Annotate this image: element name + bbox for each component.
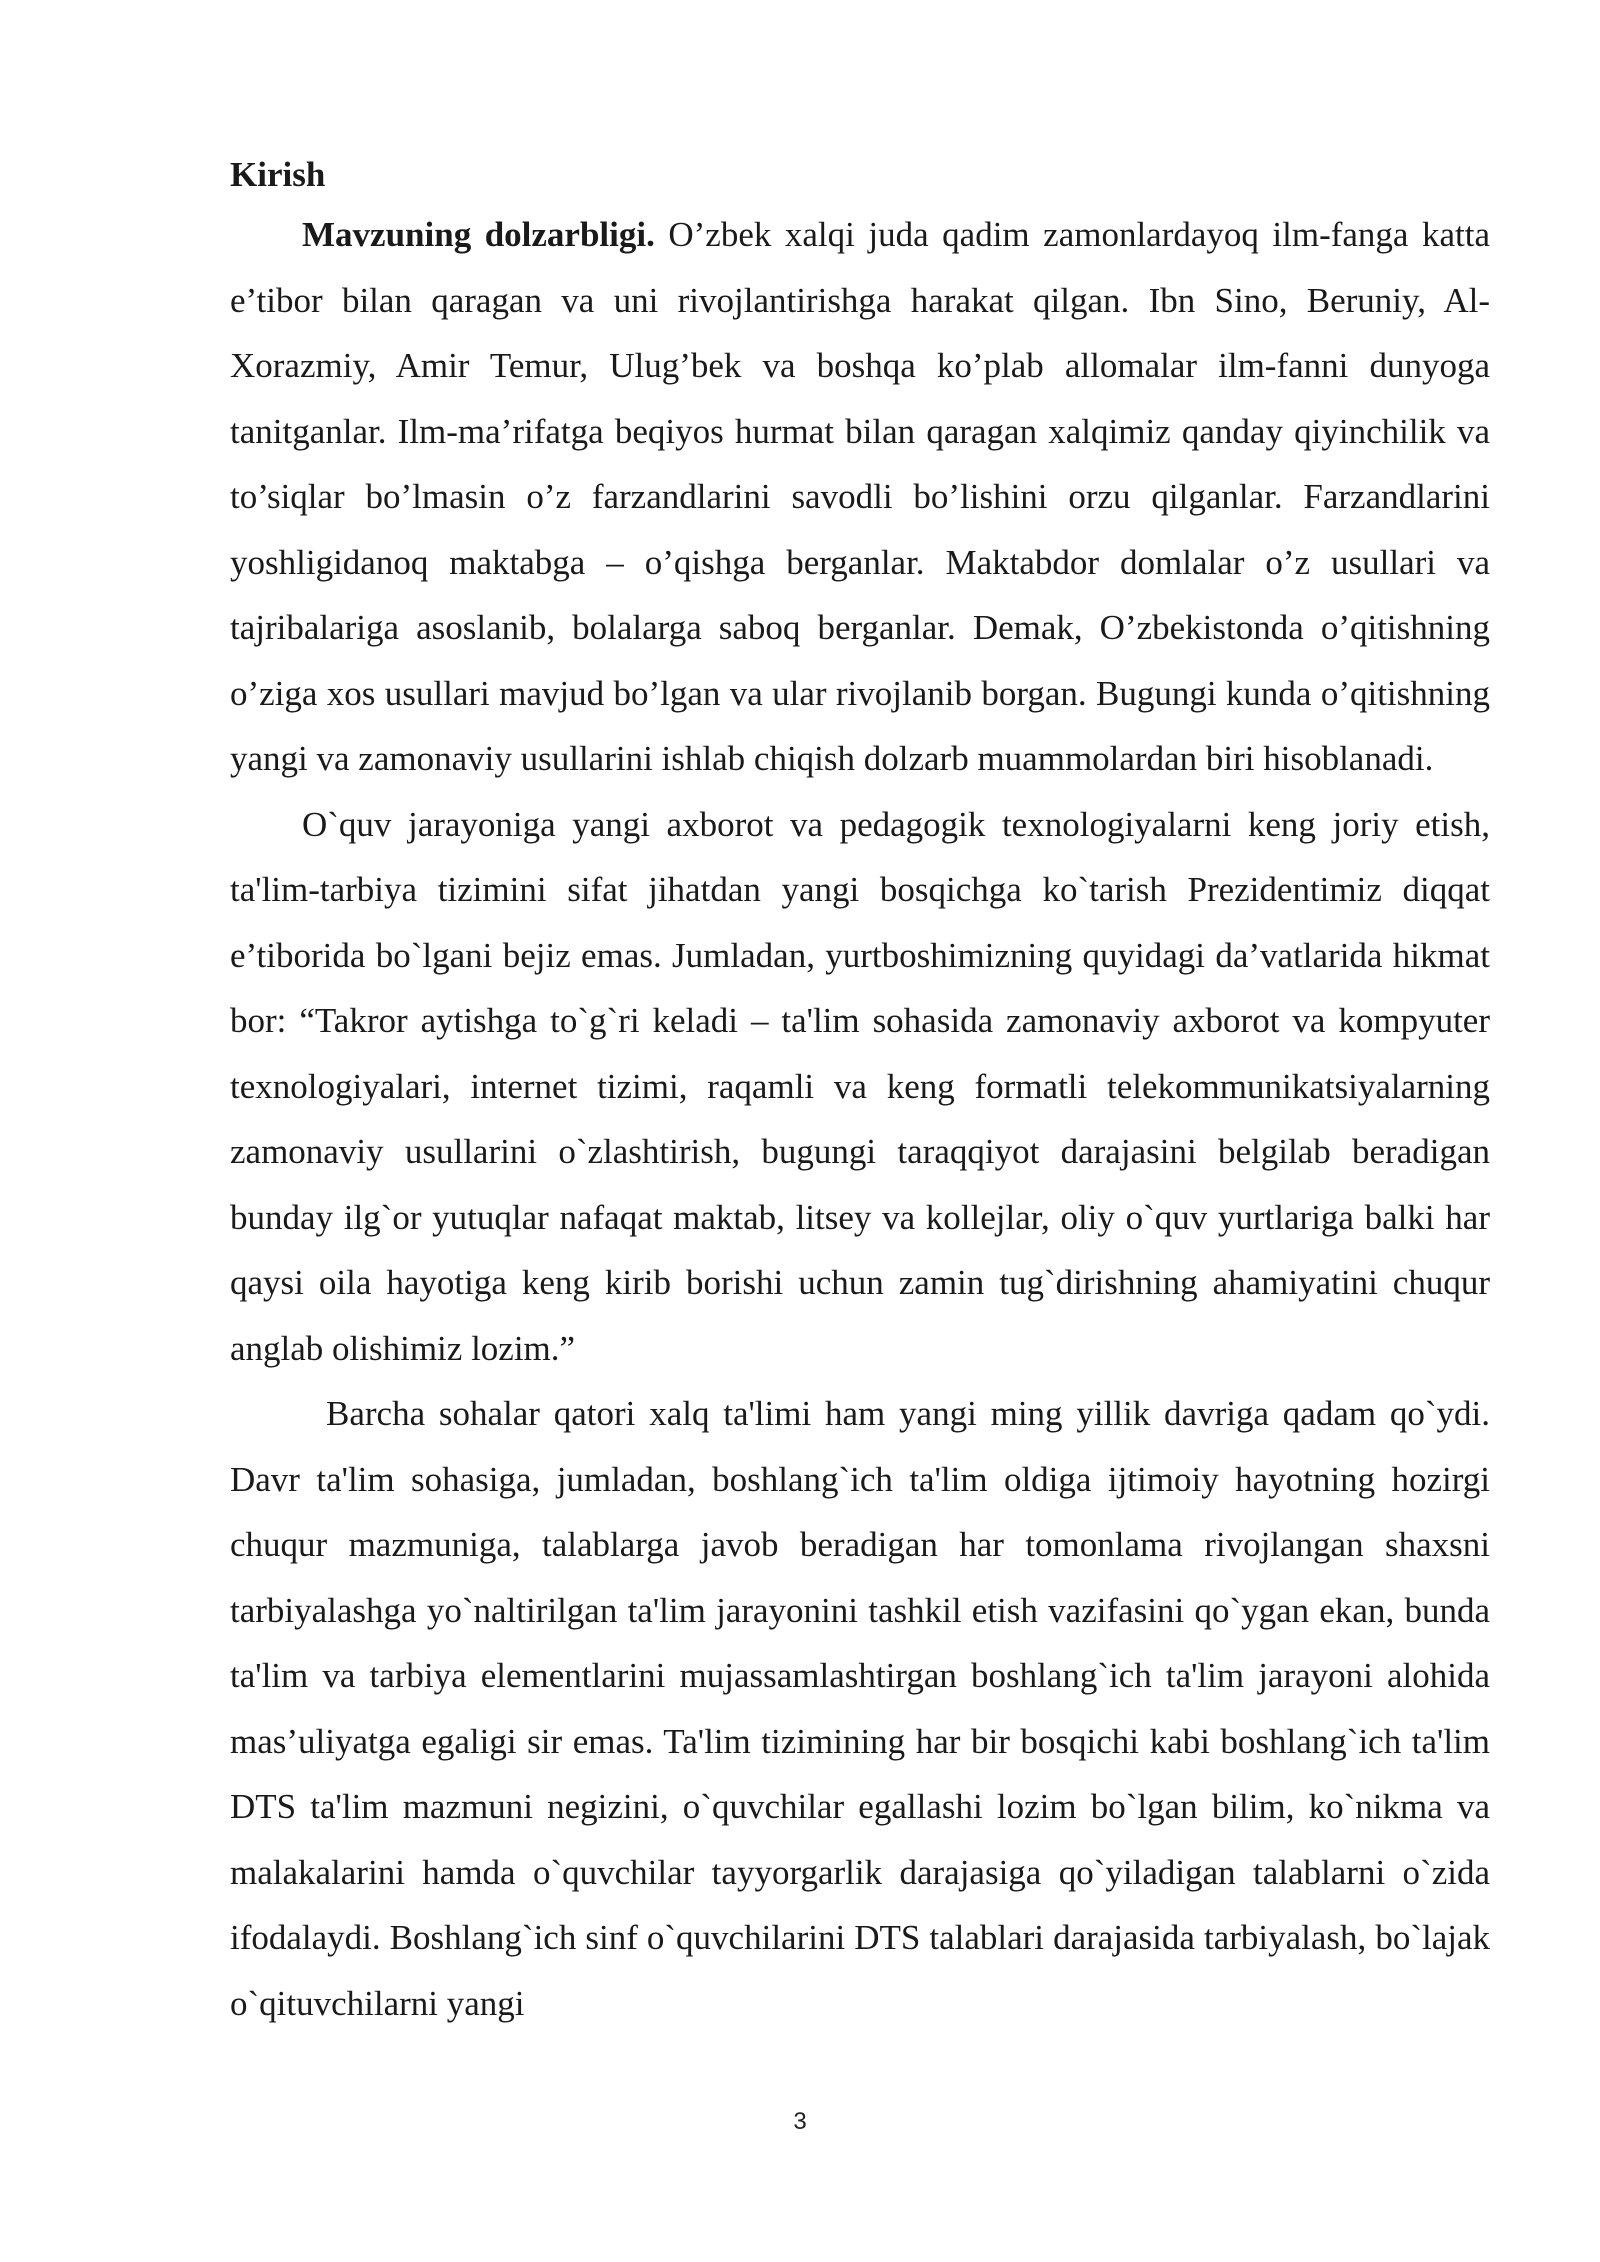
page-body xyxy=(230,148,1490,2036)
paragraph-text: O`quv jarayoniga yangi axborot va pedagogik texnologiyalarni keng joriy etish, ta'lim-tarbiya tizimini sifat jihatdan yangi bosqichga ko`tarish Prezidentimiz diqqat e’tiborida bo`lgani bejiz emas. Jumladan, yurtboshimizning quyidagi da’vatlarida hikmat bor: “Takror aytishga to`g`ri keladi – ta'lim sohasida zamonaviy axborot va kompyuter texnologiyalari, internet tizimi, raqamli va keng formatli telekommunikatsiyalarning zamonaviy usullarini o`zlashtirish, bugungi taraqqiyot darajasini belgilab beradigan bunday ilg`or yutuqlar nafaqat maktab, litsey va kollejlar, oliy o`quv yurtlariga balki har qaysi oila hayotiga keng kirib borishi uchun zamin tug`dirishning ahamiyatini chuqur anglab olishimiz lozim.” xyxy=(230,804,1490,1368)
section-heading: Kirish xyxy=(230,155,326,194)
paragraph-relevance xyxy=(230,202,1490,792)
paragraph-text: Barcha sohalar qatori xalq ta'limi ham yangi ming yillik davriga qadam qo`ydi. Davr ta'lim sohasiga, jumladan, boshlang`ich ta'lim oldiga ijtimoiy hayotning hozirgi chuqur mazmuniga, talablarga javob beradigan har tomonlama rivojlangan shaxsni tarbiyalashga yo`naltirilgan ta'lim jarayonini tashkil etish vazifasini qo`ygan ekan, bunda ta'lim va tarbiya elementlarini mujassamlashtirgan boshlang`ich ta'lim jarayoni alohida mas’uliyatga egaligi sir emas. Ta'lim tizimining har bir bosqichi kabi boshlang`ich ta'lim DTS ta'lim mazmuni negizini, o`quvchilar egallashi lozim bo`lgan bilim, ko`nikma va malakalarini hamda o`quvchilar tayyorgarlik darajasiga qo`yiladigan talablarni o`zida ifodalaydi. Boshlang`ich sinf o`quvchilarini DTS talablari darajasida tarbiyalash, bo`lajak o`qituvchilarni yangi xyxy=(230,1394,1490,2023)
page-number: 3 xyxy=(793,2108,807,2135)
paragraph-text: O’zbek xalqi juda qadim zamonlardayoq ilm-fanga katta e’tibor bilan qaragan va uni rivojlantirishga harakat qilgan. Ibn Sino, Beruniy, Al-Xorazmiy, Amir Temur, Ulug’bek va boshqa ko’plab allomalar ilm-fanni dunyoga tanitganlar. Ilm-ma’rifatga beqiyos hurmat bilan qaragan xalqimiz qanday qiyinchilik va to’siqlar bo’lmasin o’z farzandlarini savodli bo’lishini orzu qilganlar. Farzandlarini yoshligidanoq maktabga – o’qishga berganlar. Maktabdor domlalar o’z usullari va tajribalariga asoslanib, bolalarga saboq berganlar. Demak, O’zbekistonda o’qitishning o’ziga xos usullari mavjud bo’lgan va ular rivojlanib borgan. Bugungi kunda o’qitishning yangi va zamonaviy usullarini ishlab chiqish dolzarb muammolardan biri hisoblanadi. xyxy=(230,215,1490,778)
paragraph-primary-education xyxy=(230,1381,1490,2036)
paragraph-technologies xyxy=(230,792,1490,1382)
paragraph-lead: Mavzuning dolzarbligi. xyxy=(302,215,655,254)
